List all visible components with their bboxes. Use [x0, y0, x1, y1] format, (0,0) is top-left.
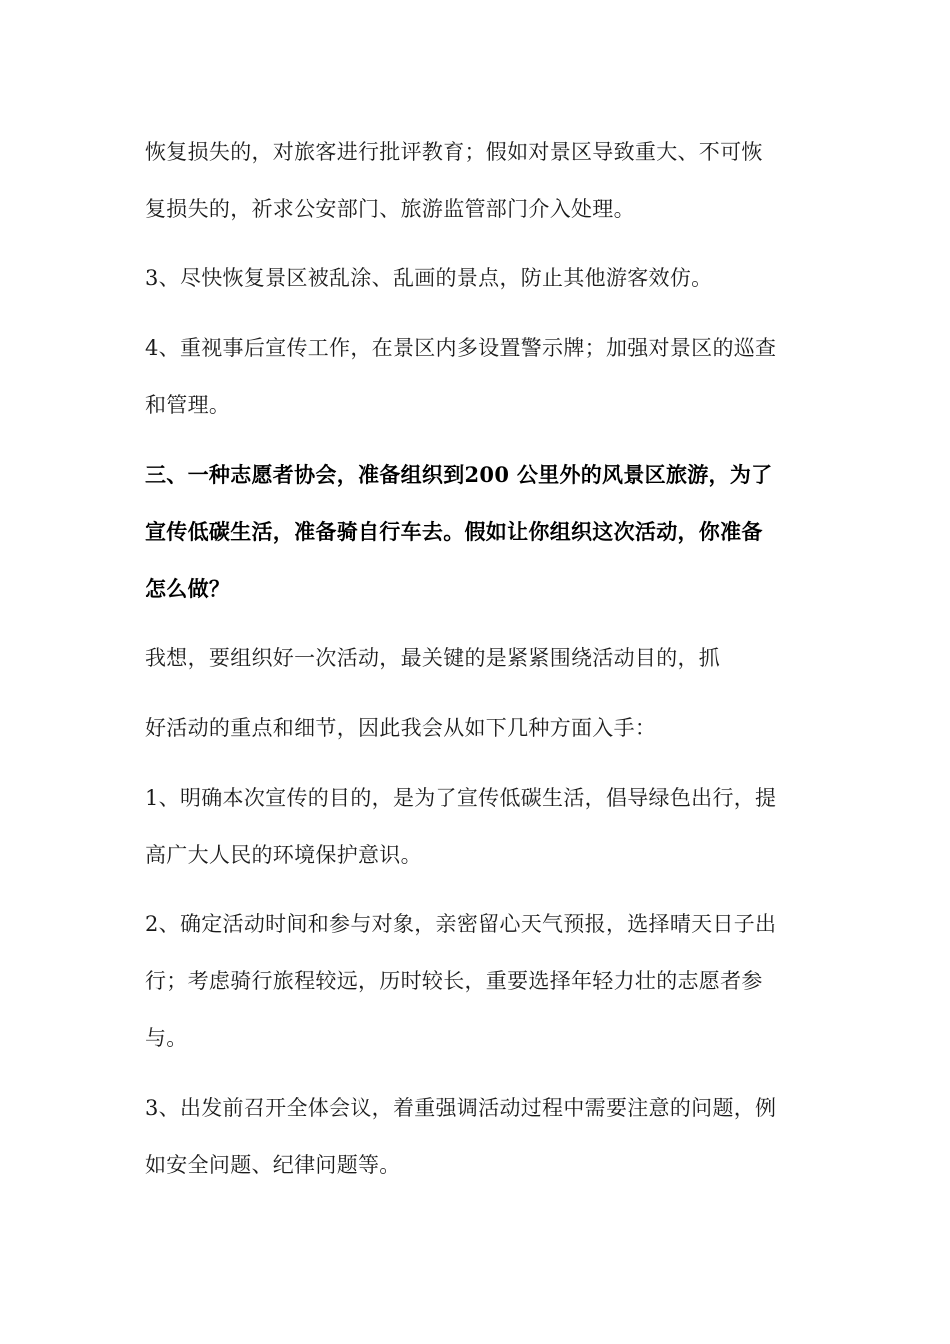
text-line: 3、出发前召开全体会议，着重强调活动过程中需要注意的问题，例: [145, 1096, 777, 1120]
text-line: 复损失的，祈求公安部门、旅游监管部门介入处理。: [145, 197, 635, 221]
text-line: 行；考虑骑行旅程较远，历时较长，重要选择年轻力壮的志愿者参: [145, 969, 763, 993]
question-heading-line: 宣传低碳生活，准备骑自行车去。假如让你组织这次活动，你准备: [145, 519, 763, 544]
text-line: 1、明确本次宣传的目的，是为了宣传低碳生活，倡导绿色出行，提: [145, 786, 777, 810]
text-line: 高广大人民的环境保护意识。: [145, 843, 422, 867]
text-line: 恢复损失的，对旅客进行批评教育；假如对景区导致重大、不可恢: [145, 140, 763, 164]
question-heading-line: 怎么做？: [145, 576, 231, 601]
text-line: 3、尽快恢复景区被乱涂、乱画的景点，防止其他游客效仿。: [145, 266, 713, 290]
text-line: 与。: [145, 1026, 188, 1050]
text-line: 我想，要组织好一次活动，最关键的是紧紧围绕活动目的，抓: [145, 646, 721, 670]
text-line: 和管理。: [145, 393, 231, 417]
text-line: 好活动的重点和细节，因此我会从如下几种方面入手：: [145, 716, 657, 740]
text-line: 2、确定活动时间和参与对象，亲密留心天气预报，选择晴天日子出: [145, 912, 777, 936]
question-heading-line: 三、一种志愿者协会，准备组织到200 公里外的风景区旅游，为了: [145, 462, 773, 487]
text-line: 如安全问题、纪律问题等。: [145, 1153, 401, 1177]
text-line: 4、重视事后宣传工作，在景区内多设置警示牌；加强对景区的巡查: [145, 336, 777, 360]
